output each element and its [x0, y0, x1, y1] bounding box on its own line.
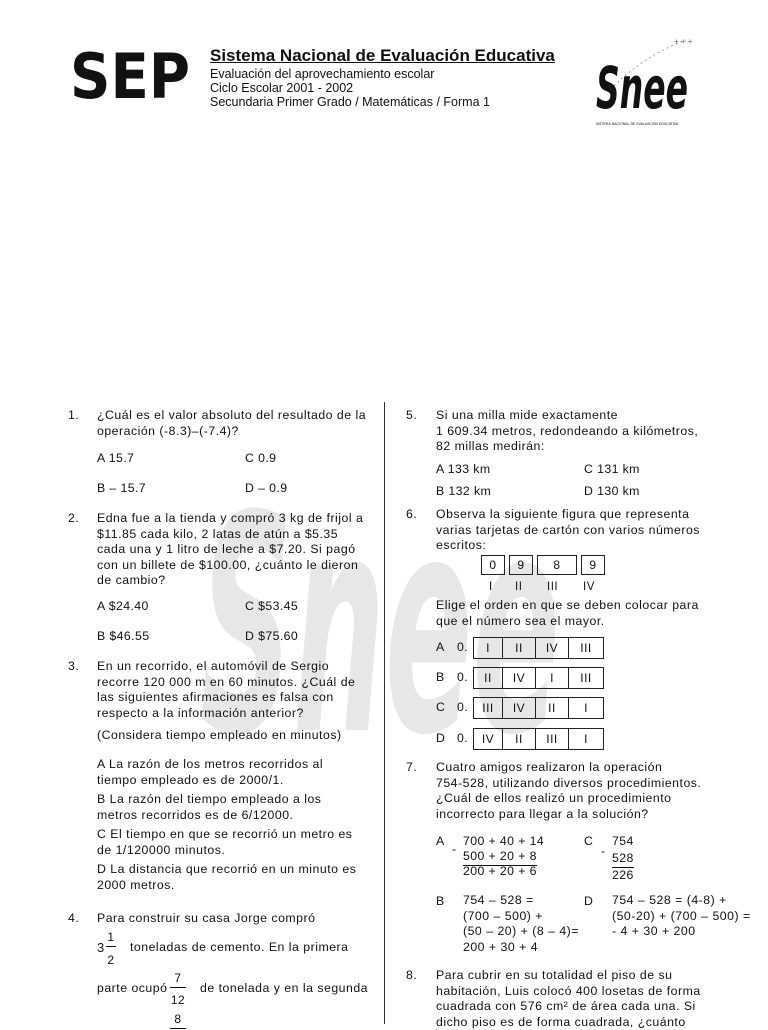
q6-option-b-letter[interactable]: B — [436, 670, 445, 684]
cell: III — [580, 641, 592, 655]
q6-card-3: 8 — [537, 555, 577, 575]
q7-option-a-line1: 700 + 40 + 14 — [463, 834, 545, 848]
q6-number: 6. — [406, 507, 418, 521]
q7-option-a-letter[interactable]: A — [436, 834, 445, 848]
q1-option-d[interactable]: D – 0.9 — [245, 481, 288, 495]
cell: I — [584, 732, 588, 746]
q6-roman-4: IV — [583, 581, 595, 593]
q3-option-d[interactable]: D La distancia que recorrió en un minuto es 2000 metros. — [97, 862, 357, 892]
q6-option-b-cells[interactable] — [473, 667, 604, 689]
q7-option-a-line3: 200 + 20 + 6 — [463, 864, 537, 878]
cell: IV — [536, 638, 569, 658]
q6-card-1: 0 — [481, 555, 505, 575]
q6-option-d-cells[interactable] — [473, 728, 604, 750]
q4-mixed-numerator: 1 — [106, 930, 116, 947]
q3-number: 3. — [68, 659, 80, 673]
q4-frac1-numerator: 7 — [170, 971, 186, 988]
q2-option-c[interactable]: C $53.45 — [245, 599, 299, 613]
q7-option-d-letter[interactable]: D — [584, 894, 594, 908]
q1-option-a[interactable]: A 15.7 — [97, 451, 135, 465]
q8-number: 8. — [406, 968, 418, 982]
q3-option-b[interactable]: B La razón del tiempo empleado a los metros recorridos es de 6/12000. — [97, 792, 322, 822]
q6-option-a-cells[interactable] — [473, 637, 604, 659]
q1-text: ¿Cuál es el valor absoluto del resultado de la operación (-8.3)–(-7.4)? — [97, 408, 367, 438]
q6-option-a-letter[interactable]: A — [436, 640, 445, 654]
q4-frac1-denominator: 12 — [170, 993, 186, 1007]
q2-number: 2. — [68, 511, 80, 525]
q4-frac2-numerator: 8 — [170, 1012, 186, 1029]
q3-option-a[interactable]: A La razón de los metros recorridos al tiempo empleado es de 2000/1. — [97, 757, 324, 787]
q5-text: Si una milla mide exactamente 1 609.34 metros, redondeando a kilómetros, 82 millas medirán: — [436, 408, 699, 453]
q5-option-c[interactable]: C 131 km — [584, 462, 640, 476]
column-divider — [384, 402, 385, 1024]
q5-option-a[interactable]: A 133 km — [436, 462, 491, 476]
q7-option-d-text: 754 – 528 = (4-8) + (50-20) + (700 – 500) = - 4 + 30 + 200 — [612, 893, 751, 938]
q6-roman-1: I — [489, 581, 493, 593]
q6-card-2: 9 — [509, 555, 533, 575]
q4-line1: Para construir su casa Jorge compró — [97, 911, 316, 925]
cell: II — [474, 668, 503, 688]
q7-option-c-letter[interactable]: C — [584, 834, 594, 848]
cell: II — [503, 729, 536, 749]
q6-option-c-cells[interactable] — [473, 697, 604, 719]
cell: IV — [503, 698, 536, 718]
cell: II — [536, 698, 569, 718]
q7-number: 7. — [406, 760, 418, 774]
cell: II — [503, 638, 536, 658]
sep-logo — [70, 40, 190, 113]
q4-line2: toneladas de cemento. En la primera — [130, 940, 349, 954]
q1-number: 1. — [68, 408, 80, 422]
svg-text:+ + +: + + + — [674, 37, 693, 46]
q2-text: Edna fue a la tienda y compró 3 kg de frijol a $11.85 cada kilo, 2 latas de atún a $5.35 cada una y 1 litro de leche a $7.20. Si pagó con un billete de $100.00, ¿cuánto le dieron de cambio? — [97, 511, 364, 587]
q6-text: Observa la siguiente figura que representa varias tarjetas de cartón con varios números escritos: — [436, 507, 700, 552]
q5-option-d[interactable]: D 130 km — [584, 484, 640, 498]
cell: III — [474, 698, 503, 718]
q6-option-c-letter[interactable]: C — [436, 700, 446, 714]
q7-option-a-line2: 500 + 20 + 8 — [463, 849, 537, 866]
q7-option-c-line1: 754 — [612, 834, 634, 848]
cell: I — [536, 668, 569, 688]
q2-option-d[interactable]: D $75.60 — [245, 629, 299, 643]
cell: IV — [503, 668, 536, 688]
header-subtitle-3: Secundaria Primer Grado / Matemáticas / Forma 1 — [210, 95, 490, 109]
q7-option-c-line3: 226 — [612, 868, 634, 882]
q4-line3a: parte ocupó — [97, 981, 168, 995]
q6-option-d-prefix: 0. — [457, 731, 469, 745]
q2-option-b[interactable]: B $46.55 — [97, 629, 150, 643]
q6-option-c-prefix: 0. — [457, 700, 469, 714]
q6-option-b-prefix: 0. — [457, 670, 469, 684]
snee-logo — [594, 36, 692, 128]
q3-note: (Considera tiempo empleado en minutos) — [97, 728, 342, 742]
svg-text:Snee: Snee — [596, 54, 688, 122]
q6-option-d-letter[interactable]: D — [436, 731, 446, 745]
header-subtitle-1: Evaluación del aprovechamiento escolar — [210, 67, 435, 81]
q7-option-c-line2: 528 — [612, 851, 634, 868]
q8-text: Para cubrir en su totalidad el piso de su habitación, Luis colocó 400 losetas de forma cuadrada con 576 cm² de área cada una. Si dicho piso es de forma cuadrada, ¿cuánto — [436, 968, 701, 1029]
q7-text: Cuatro amigos realizaron la operación 754-528, utilizando diversos procedimientos. ¿Cuál de ellos realizó un procedimiento incorrecto para llegar a la solución? — [436, 760, 702, 821]
cell: III — [536, 729, 569, 749]
cell: IV — [474, 729, 503, 749]
svg-text:Snee: Snee — [200, 452, 560, 801]
header-subtitle-2: Ciclo Escolar 2001 - 2002 — [210, 81, 354, 95]
q3-text: En un recorrido, el automóvil de Sergio recorre 120 000 m en 60 minutos. ¿Cuál de las siguientes afirmaciones es falsa con respecto a la información anterior? — [97, 659, 356, 720]
header-title: Sistema Nacional de Evaluación Educativa — [210, 46, 555, 65]
q1-option-b[interactable]: B – 15.7 — [97, 481, 147, 495]
q6-option-a-prefix: 0. — [457, 640, 469, 654]
q6-card-4: 9 — [581, 555, 605, 575]
q1-option-c[interactable]: C 0.9 — [245, 451, 277, 465]
q6-roman-3: III — [547, 581, 559, 593]
q7-option-a-minus: - — [452, 842, 457, 856]
cell: I — [584, 701, 588, 715]
svg-text:SEP: SEP — [70, 40, 190, 113]
q4-mixed-whole: 3 — [97, 940, 105, 955]
q3-option-c[interactable]: C El tiempo en que se recorrió un metro es de 1/120000 minutos. — [97, 827, 353, 857]
q7-option-c-minus: - — [601, 844, 606, 858]
q5-number: 5. — [406, 408, 418, 422]
q4-number: 4. — [68, 911, 80, 925]
cell: III — [580, 671, 592, 685]
q7-option-b-letter[interactable]: B — [436, 894, 445, 908]
cell: I — [474, 638, 503, 658]
q4-mixed-denominator: 2 — [107, 953, 115, 967]
q6-roman-2: II — [515, 581, 523, 593]
q4-line3b: de tonelada y en la segunda — [200, 981, 369, 995]
svg-text:SISTEMA NACIONAL DE EVALUACIÓN: SISTEMA NACIONAL DE EVALUACIÓN EDUCATIVA — [596, 122, 679, 126]
q2-option-a[interactable]: A $24.40 — [97, 599, 149, 613]
q7-option-b-text: 754 – 528 = (700 – 500) + (50 – 20) + (8 – 4)= 200 + 30 + 4 — [463, 893, 579, 954]
q6-text2: Elige el orden en que se deben colocar para que el número sea el mayor. — [436, 598, 699, 628]
q5-option-b[interactable]: B 132 km — [436, 484, 492, 498]
